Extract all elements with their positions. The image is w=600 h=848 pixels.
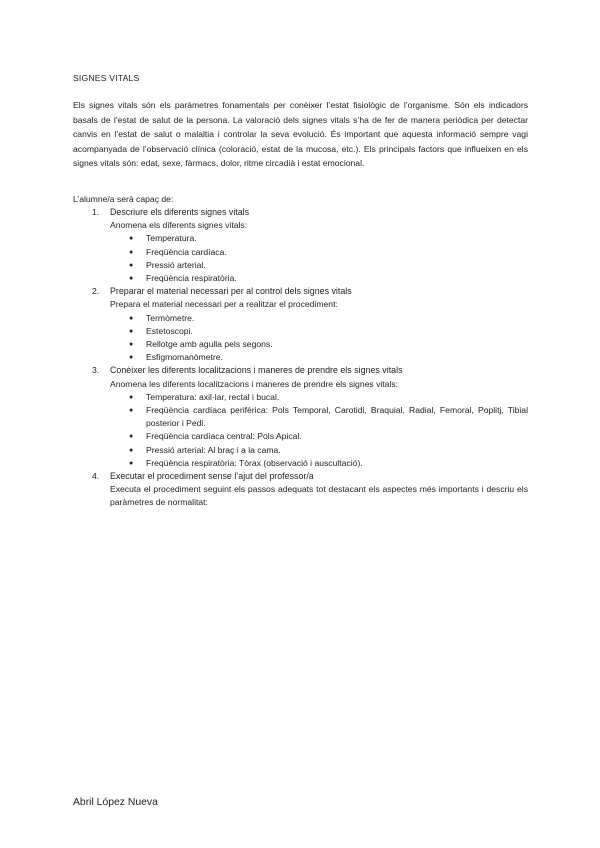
objective-number: 4. [92,471,100,482]
objective-description: Anomena les diferents localitzacions i maneres de prendre els signes vitals: [110,378,399,389]
objectives-list [73,206,528,510]
bullet-item [110,325,528,338]
bullet-icon: ● [129,407,134,415]
author-name: Abril López Nueva [73,797,158,808]
bullet-list [110,312,528,365]
objective-item [73,206,528,285]
bullet-icon: ● [129,459,134,467]
bullet-text: Freqüència respiratòria. [146,273,237,284]
bullet-icon: ● [129,341,134,349]
bullet-item [110,312,528,325]
bullet-text: Freqüència respiratòria: Tòrax (observació i auscultació). [146,457,363,468]
bullet-item [110,351,528,364]
bullet-icon: ● [129,327,134,335]
objective-item [73,285,528,364]
objective-description: Executa el procediment seguint els passos adequats tot destacant els aspectes més importants i descriu els paràmetres de normalitat: [110,484,528,508]
bullet-icon: ● [129,393,134,401]
bullet-icon: ● [129,261,134,269]
objective-number: 1. [92,207,100,217]
bullet-item [110,259,528,272]
bullet-item [110,391,528,404]
bullet-item [110,404,528,430]
document-title: SIGNES VITALS [73,73,140,83]
bullet-text: Termòmetre. [146,312,195,323]
bullet-icon: ● [129,314,134,322]
bullet-list [110,391,528,470]
objective-item [73,364,528,470]
bullet-icon: ● [129,248,134,256]
bullet-text: Freqüència cardíaca. [146,246,227,257]
bullet-item [110,232,528,245]
bullet-icon: ● [129,275,134,283]
objective-number: 3. [92,365,100,376]
objective-number: 2. [92,286,100,297]
objective-title: Conèixer les diferents localitzacions i maneres de prendre els signes vitals [110,365,403,376]
bullet-item [110,246,528,259]
objective-title: Descriure els diferents signes vitals [110,207,250,217]
intro-paragraph: Els signes vitals són els paràmetres fonamentals per conèixer l’estat fisiològic de l’organisme. Són els indicadors basals de l’estat de salut de la persona. La valoració dels signes vitals s’ha de fer de manera periòdica per detectar canvis en l’estat de salut o malaltia i controlar la seva evolució. És important que aquesta informació sempre vagi acompanyada de l’observació clínica (coloració, estat de la mucosa, etc.). Els principals factors que influeixen en els signes vitals són: edat, sexe, fàrmacs, dolor, ritme circadià i estat emocional. [73,100,528,169]
bullet-list [110,232,528,285]
bullet-icon: ● [129,446,134,454]
bullet-text: Temperatura. [146,233,197,244]
bullet-text: Freqüència cardíaca central: Pols Apical. [146,431,302,442]
bullet-item [110,457,528,470]
objectives-lead: L’alumne/a serà capaç de: [73,194,174,204]
bullet-item [110,272,528,285]
objective-item [73,470,528,510]
bullet-item [110,444,528,457]
bullet-text: Estetoscopi. [146,325,193,336]
bullet-text: Freqüència cardíaca perifèrica: Pols Temporal, Carotidi, Braquial, Radial, Femoral, Poplitj, Tibial posterior i Pedi. [146,405,528,429]
bullet-text: Temperatura: axil·lar, rectal i bucal. [146,391,280,402]
bullet-icon: ● [129,354,134,362]
objective-title: Executar el procediment sense l’ajut del professor/a [110,471,314,482]
bullet-text: Rellotge amb agulla pels segons. [146,339,273,350]
bullet-text: Pressió arterial. [146,259,206,270]
objective-description: Anomena els diferents signes vitals: [110,220,248,231]
bullet-item [110,338,528,351]
bullet-text: Pressió arterial: Al braç i a la cama. [146,444,281,455]
objective-description: Prepara el material necessari per a realitzar el procediment: [110,299,338,310]
bullet-item [110,430,528,443]
bullet-icon: ● [129,433,134,441]
objective-title: Preparar el material necessari per al control dels signes vitals [110,286,352,297]
bullet-icon: ● [129,235,134,243]
bullet-text: Esfigmomanòmetre. [146,352,223,363]
